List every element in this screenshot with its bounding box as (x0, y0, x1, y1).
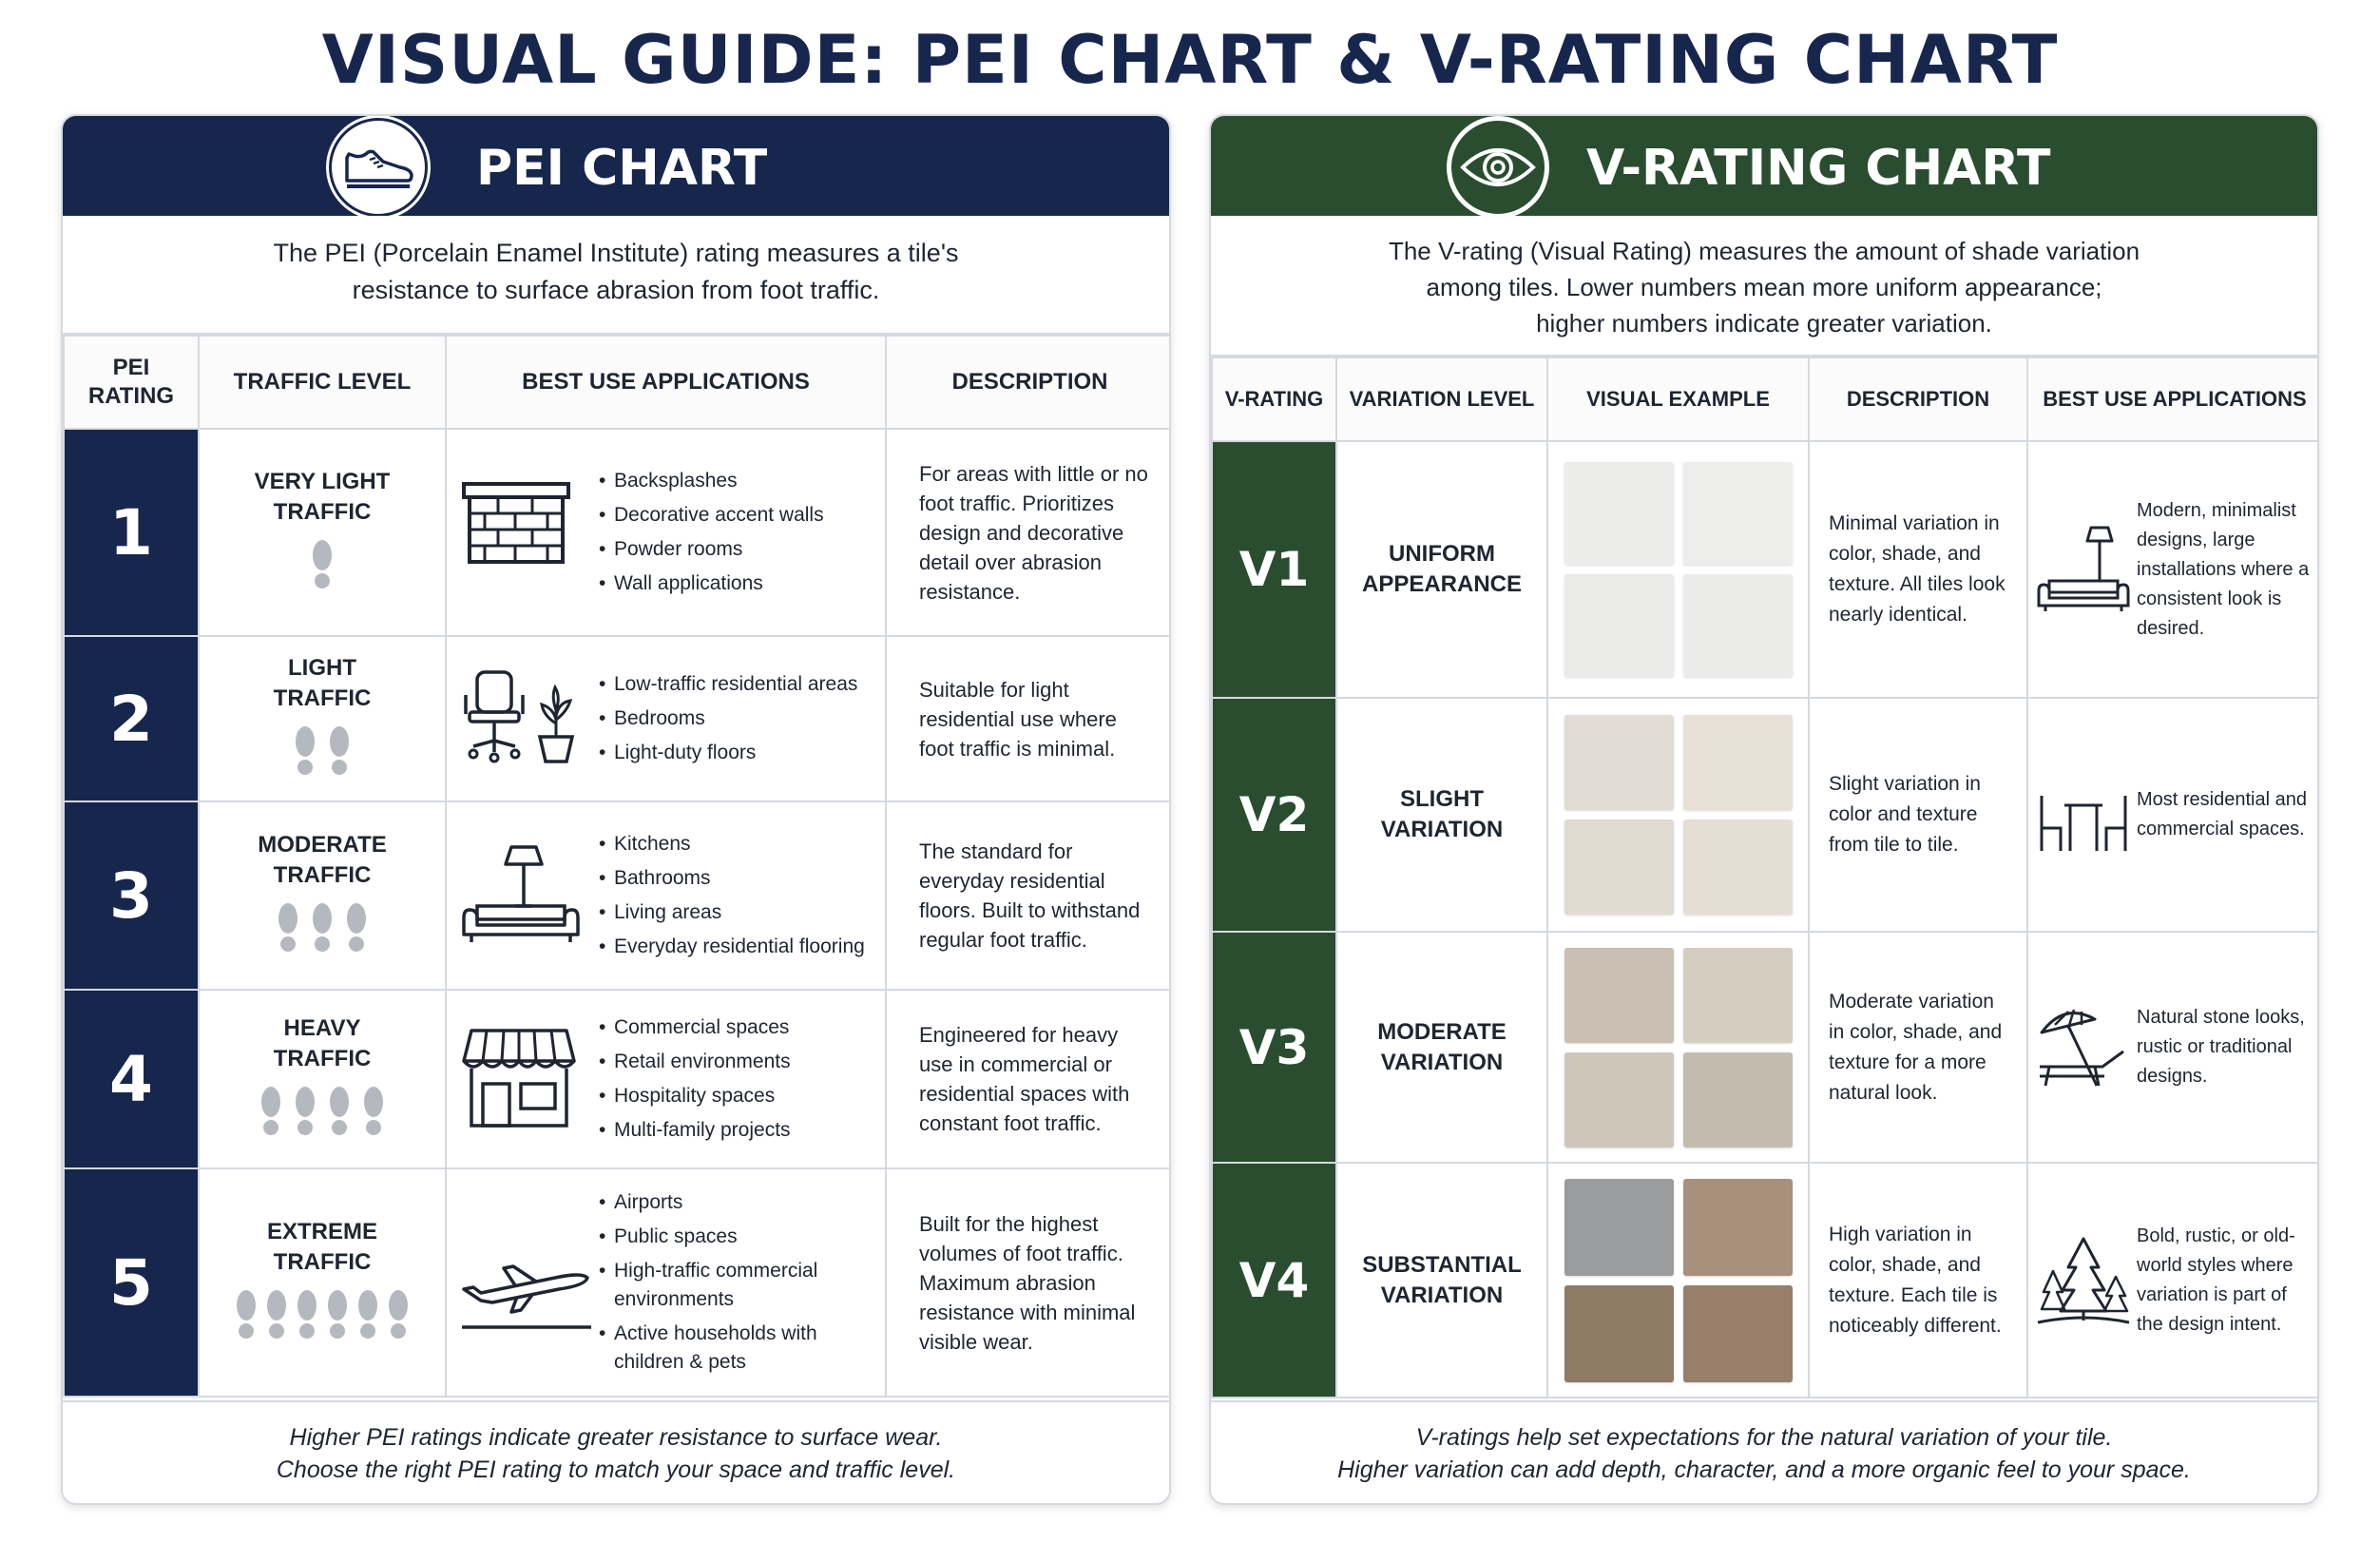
pei-col-rating: PEI RATING (64, 336, 199, 429)
v-best-use (2027, 698, 2319, 932)
list-item: • Kitchens (599, 830, 885, 858)
v-best-use (2027, 932, 2319, 1163)
beach-umbrella-lounger-icon (2036, 1000, 2131, 1095)
best-use-applications (446, 990, 886, 1168)
footprint-icon (293, 725, 317, 785)
tile-swatch (1683, 820, 1793, 915)
tile-swatch (1564, 574, 1674, 677)
table-row (1212, 698, 2319, 932)
sofa-lamp-icon (460, 843, 582, 948)
pei-rating: 1 (64, 429, 199, 636)
pei-chart-header (63, 116, 1169, 216)
variation-level: SLIGHT VARIATION (1336, 698, 1547, 932)
pei-header-row (64, 336, 1171, 429)
best-use-applications (446, 1168, 886, 1397)
v-intro-line-2: among tiles. Lower numbers mean more uniform appearance; (1426, 273, 2102, 301)
footprints (200, 539, 445, 599)
table-row (1212, 441, 2319, 698)
list-item: • Public spaces (599, 1223, 885, 1251)
v-rating: V2 (1212, 698, 1336, 932)
v-col-level: VARIATION LEVEL (1336, 357, 1547, 441)
best-use-applications (446, 801, 886, 990)
pei-rating: 3 (64, 801, 199, 990)
pei-description: For areas with little or no foot traffic. Prioritizes design and decorative detail over abrasion resistance. (886, 429, 1171, 636)
footprints (200, 1289, 445, 1349)
visual-example (1547, 698, 1809, 932)
list-item: • Hospitality spaces (599, 1082, 885, 1110)
traffic-level: EXTREME TRAFFIC (199, 1168, 446, 1397)
tile-swatches (1548, 1179, 1808, 1382)
v-col-example: VISUAL EXAMPLE (1547, 357, 1809, 441)
traffic-level: LIGHT TRAFFIC (199, 636, 446, 801)
v-description: Slight variation in color and texture from tile to tile. (1809, 698, 2027, 932)
footprint-icon (264, 1289, 289, 1349)
airplane-icon (460, 1230, 582, 1335)
list-item: • Wall applications (599, 569, 885, 598)
pei-chart-title: PEI CHART (476, 140, 768, 197)
footprint-icon (295, 1289, 319, 1349)
v-rating: V1 (1212, 441, 1336, 698)
pei-chart-panel (61, 114, 1171, 1505)
list-item: • Powder rooms (599, 535, 885, 564)
footprint-icon (327, 725, 352, 785)
tile-swatch (1683, 574, 1793, 677)
tile-swatches (1548, 948, 1808, 1148)
footprint-icon (310, 902, 335, 962)
pei-description: Built for the highest volumes of foot traffic. Maximum abrasion resistance with minimal visible wear. (886, 1168, 1171, 1397)
pei-description: The standard for everyday residential floors. Built to withstand regular foot traffic. (886, 801, 1171, 990)
v-best-use-text: Modern, minimalist designs, large installations where a consistent look is desired. (2137, 499, 2310, 639)
v-rating-chart-panel (1209, 114, 2319, 1505)
list-item: • Decorative accent walls (599, 501, 885, 530)
office-chair-plant-icon (460, 666, 582, 771)
footprint-icon (259, 1086, 283, 1146)
pine-trees-icon (2036, 1233, 2131, 1328)
v-best-use (2027, 1163, 2319, 1398)
pei-footer-line-2: Choose the right PEI rating to match your space and traffic level. (276, 1456, 956, 1483)
pei-footer-line-1: Higher PEI ratings indicate greater resistance to surface wear. (289, 1424, 943, 1451)
pei-rating: 4 (64, 990, 199, 1168)
v-best-use (2027, 441, 2319, 698)
pei-col-traffic: TRAFFIC LEVEL (199, 336, 446, 429)
table-row (64, 801, 1171, 990)
pei-description: Engineered for heavy use in commercial or residential spaces with constant foot traffic. (886, 990, 1171, 1168)
v-description: High variation in color, shade, and texture. Each tile is noticeably different. (1809, 1163, 2027, 1398)
v-rating: V3 (1212, 932, 1336, 1163)
v-intro-line-3: higher numbers indicate greater variation. (1536, 309, 1992, 338)
tile-swatch (1564, 1179, 1674, 1276)
footprint-icon (276, 902, 300, 962)
v-col-rating: V-RATING (1212, 357, 1336, 441)
list-item: • Active households with children & pets (599, 1320, 885, 1377)
v-col-apps: BEST USE APPLICATIONS (2027, 357, 2319, 441)
v-description: Moderate variation in color, shade, and texture for a more natural look. (1809, 932, 2027, 1163)
pei-col-desc: DESCRIPTION (886, 336, 1171, 429)
list-item: • Retail environments (599, 1048, 885, 1076)
list-item: • Commercial spaces (599, 1013, 885, 1042)
footprint-icon (310, 539, 335, 599)
list-item: • Light-duty floors (599, 739, 885, 767)
table-row (64, 429, 1171, 636)
page-title: VISUAL GUIDE: PEI CHART & V-RATING CHART (321, 21, 2059, 99)
best-use-applications (446, 636, 886, 801)
footprint-icon (386, 1289, 411, 1349)
v-best-use-text: Natural stone looks, rustic or traditional designs. (2137, 1007, 2305, 1087)
table-row (64, 636, 1171, 801)
footprints (200, 902, 445, 962)
footprints (200, 725, 445, 785)
footprint-icon (361, 1086, 386, 1146)
tile-swatch (1683, 948, 1793, 1043)
list-item: • Living areas (599, 898, 885, 927)
traffic-level: MODERATE TRAFFIC (199, 801, 446, 990)
footprint-icon (293, 1086, 317, 1146)
traffic-level: HEAVY TRAFFIC (199, 990, 446, 1168)
tile-swatch (1564, 715, 1674, 810)
v-rating-intro (1211, 216, 2317, 357)
tile-swatch (1564, 462, 1674, 565)
visual-example (1547, 441, 1809, 698)
v-best-use-text: Most residential and commercial spaces. (2137, 789, 2307, 839)
footprint-icon (327, 1086, 352, 1146)
footprint-icon (344, 902, 369, 962)
tile-swatches (1548, 462, 1808, 677)
pei-col-apps: BEST USE APPLICATIONS (446, 336, 886, 429)
v-header-row (1212, 357, 2319, 441)
pei-intro-line-1: The PEI (Porcelain Enamel Institute) rating measures a tile's (273, 239, 959, 267)
tile-swatch (1564, 1052, 1674, 1148)
pei-intro-line-2: resistance to surface abrasion from foot traffic. (352, 276, 880, 304)
tile-swatch (1564, 1285, 1674, 1382)
traffic-level: VERY LIGHT TRAFFIC (199, 429, 446, 636)
shoe-icon (329, 118, 428, 217)
table-row (64, 990, 1171, 1168)
table-row (64, 1168, 1171, 1397)
v-best-use-text: Bold, rustic, or old-world styles where variation is part of the design intent. (2137, 1225, 2295, 1335)
storefront-icon (460, 1027, 582, 1131)
table-row (1212, 1163, 2319, 1398)
brick-wall-icon (460, 480, 582, 585)
tile-swatch (1683, 715, 1793, 810)
tile-swatch (1683, 462, 1793, 565)
pei-intro (63, 216, 1169, 335)
footprints (200, 1086, 445, 1146)
list-item: • Airports (599, 1188, 885, 1217)
v-description: Minimal variation in color, shade, and texture. All tiles look nearly identical. (1809, 441, 2027, 698)
list-item: • Bathrooms (599, 864, 885, 893)
v-intro-line-1: The V-rating (Visual Rating) measures the amount of shade variation (1388, 237, 2140, 265)
footprint-icon (234, 1289, 259, 1349)
list-item: • Backsplashes (599, 467, 885, 495)
dining-table-icon (2036, 767, 2131, 862)
variation-level: MODERATE VARIATION (1336, 932, 1547, 1163)
tile-swatch (1683, 1179, 1793, 1276)
v-rating-footer-note (1211, 1400, 2317, 1503)
visual-example (1547, 932, 1809, 1163)
pei-description: Suitable for light residential use where foot traffic is minimal. (886, 636, 1171, 801)
tile-swatch (1564, 820, 1674, 915)
list-item: • Bedrooms (599, 704, 885, 733)
v-rating: V4 (1212, 1163, 1336, 1398)
v-footer-line-2: Higher variation can add depth, character, and a more organic feel to your space. (1337, 1456, 2191, 1483)
best-use-applications (446, 429, 886, 636)
footprint-icon (355, 1289, 380, 1349)
visual-example (1547, 1163, 1809, 1398)
v-col-desc: DESCRIPTION (1809, 357, 2027, 441)
tile-swatch (1564, 948, 1674, 1043)
footprint-icon (325, 1289, 350, 1349)
table-row (1212, 932, 2319, 1163)
v-footer-line-1: V-ratings help set expectations for the natural variation of your tile. (1415, 1424, 2113, 1451)
tile-swatches (1548, 715, 1808, 915)
pei-table (63, 335, 1171, 1398)
pei-rating: 2 (64, 636, 199, 801)
v-rating-chart-title: V-RATING CHART (1586, 140, 2051, 197)
variation-level: SUBSTANTIAL VARIATION (1336, 1163, 1547, 1398)
sofa-lamp-icon (2036, 522, 2131, 617)
variation-level: UNIFORM APPEARANCE (1336, 441, 1547, 698)
v-rating-table (1211, 357, 2319, 1398)
v-rating-chart-header (1211, 116, 2317, 216)
tile-swatch (1683, 1285, 1793, 1382)
list-item: • Low-traffic residential areas (599, 670, 885, 699)
eye-icon (1449, 118, 1547, 217)
list-item: • Multi-family projects (599, 1116, 885, 1145)
pei-footer-note (63, 1400, 1169, 1503)
pei-rating: 5 (64, 1168, 199, 1397)
tile-swatch (1683, 1052, 1793, 1148)
list-item: • High-traffic commercial environments (599, 1257, 885, 1314)
list-item: • Everyday residential flooring (599, 933, 885, 961)
